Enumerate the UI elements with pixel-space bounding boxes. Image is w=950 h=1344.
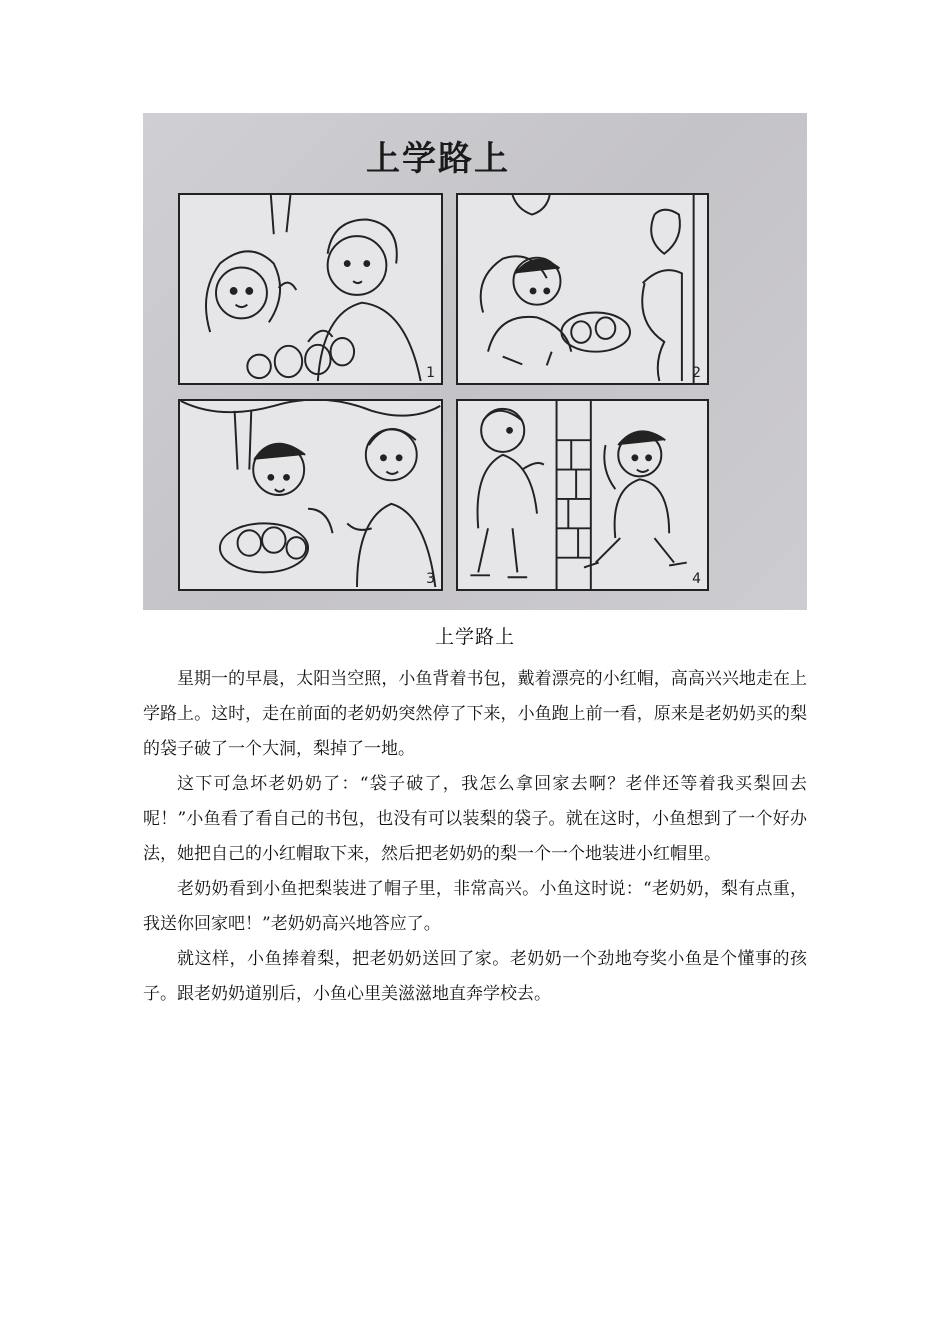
comic-photo [143, 113, 807, 610]
comic-panel-3 [178, 399, 443, 591]
story-paragraph: 就这样，小鱼捧着梨，把老奶奶送回了家。老奶奶一个劲地夸奖小鱼是个懂事的孩子。跟老奶奶道别后，小鱼心里美滋滋地直奔学校去。 [143, 949, 807, 1004]
panel-number: 3 [426, 571, 435, 587]
story-paragraph: 老奶奶看到小鱼把梨装进了帽子里，非常高兴。小鱼这时说：“老奶奶，梨有点重，我送你回家吧！”老奶奶高兴地答应了。 [143, 879, 807, 934]
panel-3-drawing [180, 401, 441, 589]
panel-number: 1 [426, 365, 435, 381]
comic-panel-1 [178, 193, 443, 385]
story-text [143, 662, 807, 1012]
comic-title: 上学路上 [366, 139, 510, 179]
comic-panel-2 [456, 193, 709, 385]
panel-number: 2 [692, 365, 701, 381]
story-paragraph: 这下可急坏老奶奶了：“袋子破了，我怎么拿回家去啊？老伴还等着我买梨回去呢！”小鱼看了看自己的书包，也没有可以装梨的袋子。就在这时，小鱼想到了一个好办法，她把自己的小红帽取下来，然后把老奶奶的梨一个一个地装进小红帽里。 [143, 774, 807, 864]
figure-caption: 上学路上 [434, 626, 515, 648]
panel-4-drawing [458, 401, 707, 589]
panel-number: 4 [692, 571, 701, 587]
comic-panel-4 [456, 399, 709, 591]
panel-1-drawing [180, 195, 441, 383]
panel-2-drawing [458, 195, 707, 383]
story-paragraph: 星期一的早晨，太阳当空照，小鱼背着书包，戴着漂亮的小红帽，高高兴兴地走在上学路上。这时，走在前面的老奶奶突然停了下来，小鱼跑上前一看，原来是老奶奶买的梨的袋子破了一个大洞，梨掉了一地。 [143, 669, 807, 759]
